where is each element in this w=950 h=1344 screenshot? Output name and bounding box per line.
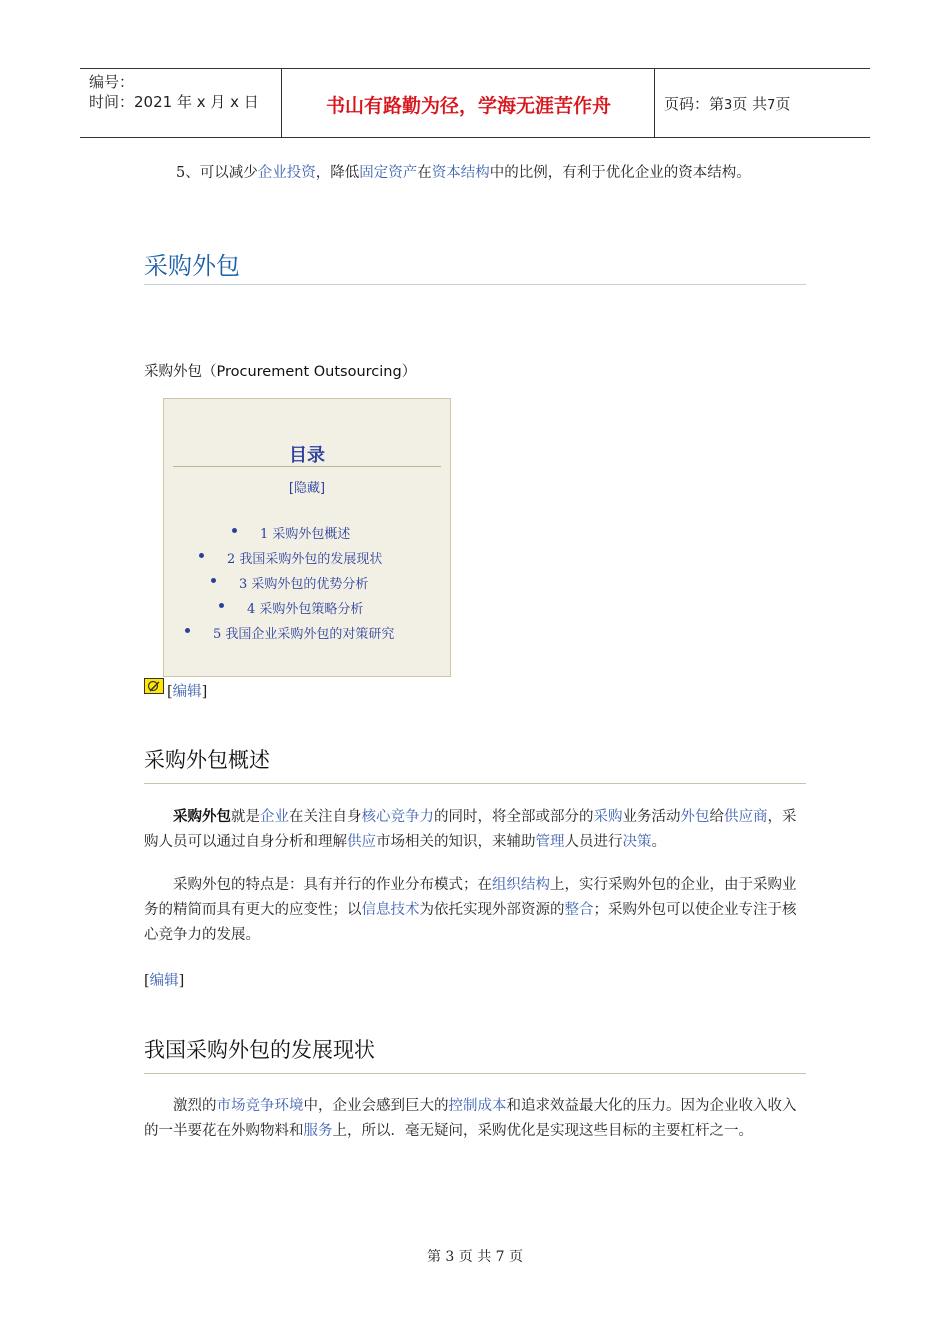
header-motto: 书山有路勤为径，学海无涯苦作舟 <box>325 95 611 117</box>
text-run: 中，企业会感到巨大的 <box>303 1098 449 1114</box>
bullet-icon <box>185 628 190 633</box>
bullet-icon <box>211 578 216 583</box>
paragraph <box>144 1094 806 1144</box>
table-of-contents <box>163 398 451 677</box>
link-management[interactable]: 管理 <box>535 834 565 850</box>
bracket: [ <box>167 684 173 700</box>
pencil-icon[interactable] <box>144 678 164 694</box>
toc-item-5[interactable]: 5 我国企业采购外包的对策研究 <box>213 627 395 642</box>
link-organization-structure[interactable]: 组织结构 <box>492 877 550 893</box>
toc-item-3[interactable]: 3 采购外包的优势分析 <box>239 577 369 592</box>
text-run: 市场相关的知识，来辅助 <box>376 834 536 850</box>
page-mid: 页 共 <box>732 95 768 113</box>
text-run: 激烈的 <box>173 1098 217 1114</box>
article-subtitle: 采购外包（Procurement Outsourcing） <box>144 364 417 380</box>
text-run: 人员进行 <box>564 834 623 850</box>
text-run: 上，实行采购外包的企业，由于采购业务的精简而具有更大的应变性；以 <box>144 877 797 918</box>
bullet-icon <box>219 603 224 608</box>
text-run: 中的比例，有利于优化企业的资本结构。 <box>489 165 751 181</box>
link-integration[interactable]: 整合 <box>564 902 594 918</box>
text-run: ，降低 <box>315 165 360 181</box>
link-market-competition[interactable]: 市场竞争环境 <box>216 1098 304 1114</box>
time-label: 时间：2021 年 x 月 x 日 <box>89 93 259 111</box>
link-supplier[interactable]: 供应商 <box>724 809 768 825</box>
intro-list-item <box>176 161 751 182</box>
link-capital-structure[interactable]: 资本结构 <box>431 165 490 181</box>
page-header-table <box>80 68 870 138</box>
text-run: 为依托实现外部资源的 <box>419 902 565 918</box>
toc-item-4[interactable]: 4 采购外包策略分析 <box>247 602 364 617</box>
text-run: ，采购人员可以通过自身分析和理解 <box>144 809 797 850</box>
section-heading-overview: 采购外包概述 <box>144 748 270 772</box>
link-enterprise[interactable]: 企业 <box>260 809 289 825</box>
text-run: 就是 <box>231 809 260 825</box>
edit-link-wrapper <box>144 969 184 990</box>
bullet-icon <box>199 553 204 558</box>
bullet-icon <box>232 528 237 533</box>
text-run: 给 <box>709 809 724 825</box>
bracket: ] <box>201 684 208 700</box>
header-page-info <box>664 93 790 114</box>
header-meta <box>89 72 259 112</box>
toc-divider <box>173 466 441 467</box>
link-outsourcing[interactable]: 外包 <box>680 809 710 825</box>
link-procurement[interactable]: 采购 <box>593 809 623 825</box>
paragraph <box>144 873 806 948</box>
article-title: 采购外包 <box>144 252 240 280</box>
link-supply[interactable]: 供应 <box>347 834 376 850</box>
toc-item-2[interactable]: 2 我国采购外包的发展现状 <box>227 552 383 567</box>
paragraph <box>144 804 806 855</box>
link-information-technology[interactable]: 信息技术 <box>361 902 420 918</box>
link-core-competence[interactable]: 核心竞争力 <box>361 809 434 825</box>
link-service[interactable]: 服务 <box>303 1123 333 1139</box>
text-run: 。 <box>651 834 666 850</box>
edit-link-wrapper <box>167 680 207 701</box>
page-number: 3 <box>724 98 733 113</box>
page-footer: 第 3 页 共 7 页 <box>426 1249 524 1265</box>
bracket: [ <box>144 973 150 989</box>
text-run: 在关注自身 <box>289 809 362 825</box>
link-decision[interactable]: 决策 <box>622 834 652 850</box>
edit-link[interactable]: 编辑 <box>172 684 202 700</box>
text-run: 5、可以减少 <box>176 165 258 181</box>
page-suffix: 页 <box>775 95 791 113</box>
text-run: 业务活动 <box>622 809 681 825</box>
link-fixed-assets[interactable]: 固定资产 <box>359 165 418 181</box>
text-run: 的同时，将全部或部分的 <box>434 809 594 825</box>
text-run: 采购外包的特点是：具有并行的作业分布模式；在 <box>173 877 492 893</box>
bracket: ] <box>178 973 185 989</box>
toc-hide-toggle[interactable]: [隐藏] <box>288 481 326 496</box>
title-divider <box>144 284 806 285</box>
link-cost-control[interactable]: 控制成本 <box>448 1098 507 1114</box>
toc-item-1[interactable]: 1 采购外包概述 <box>260 527 351 542</box>
section-divider <box>144 783 806 784</box>
page-total: 7 <box>767 98 776 113</box>
section-heading-status: 我国采购外包的发展现状 <box>144 1038 375 1062</box>
text-run: 上，所以．毫无疑问，采购优化是实现这些目标的主要杠杆之一。 <box>332 1123 753 1139</box>
text-run: ；采购外包可以使企业专注于核心竞争力的发展。 <box>144 902 797 943</box>
text-run: 在 <box>417 165 432 181</box>
edit-link[interactable]: 编辑 <box>149 973 179 989</box>
header-divider <box>654 69 655 137</box>
link-enterprise-investment[interactable]: 企业投资 <box>257 165 316 181</box>
page-prefix: 页码：第 <box>664 95 725 113</box>
toc-title: 目录 <box>289 445 325 466</box>
section-divider <box>144 1073 806 1074</box>
bold-term: 采购外包 <box>173 808 231 825</box>
text-run: 和追求效益最大化的压力。因为企业收入收入的一半要花在外购物料和 <box>144 1098 797 1139</box>
number-label: 编号： <box>89 73 135 91</box>
